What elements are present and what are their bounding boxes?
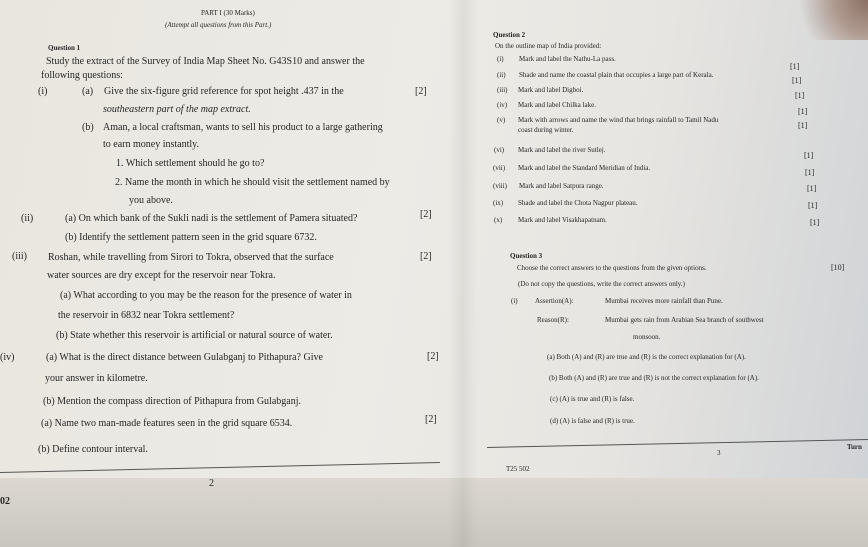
q-i-b-2-line2: you above. [129,195,173,206]
q3-note: (Do not copy the questions, write the correct answers only.) [518,280,685,288]
q-iii-b: (b) State whether this reservoir is artificial or natural source of water. [56,330,333,341]
q2-ix-number: (ix) [493,199,504,207]
reason-text-line1: Mumbai gets rain from Arabian Sea branch of southwest [605,316,764,324]
q-i-mark: [2] [415,86,427,97]
q2-vi-text: Mark and label the river Sutlej. [518,146,606,154]
q-iii-mark: [2] [420,251,432,262]
q2-ii-text: Shade and name the coastal plain that occupies a large part of Kerala. [519,71,714,79]
assertion-label: Assertion(A): [535,297,574,305]
q2-x-number: (x) [494,216,503,224]
q3-heading: Question 3 [510,252,543,260]
q-iv-a-line2: your answer in kilometre. [45,373,148,384]
q-iv-a-line1: (a) What is the direct distance between Gulabganj to Pithapura? Give [46,352,323,363]
q-v-mark: [2] [425,414,437,425]
option-c: (c) (A) is true and (R) is false. [550,395,635,403]
option-a: (a) Both (A) and (R) are true and (R) is the correct explanation for (A). [547,353,746,361]
turn-over: Turn [847,443,862,451]
q-iv-mark: [2] [427,351,439,362]
q2-iii-number: (iii) [497,86,508,94]
q2-vi-number: (vi) [494,146,505,154]
q-i-b-line1: Aman, a local craftsman, wants to sell his product to a large gathering [103,122,383,133]
q2-i-text: Mark and label the Nathu-La pass. [519,55,616,63]
q-iv-number: (iv) [0,352,15,363]
q-i-b-label: (b) [82,122,94,133]
q1-intro-line2: following questions: [41,70,123,81]
q-iv-b: (b) Mention the compass direction of Pithapura from Gulabganj. [43,396,301,407]
left-page-number: 2 [209,478,214,489]
corner-shadow [778,0,868,40]
right-bottom-rule [487,439,868,448]
right-page-number: 3 [717,449,721,457]
q-iii-line2: water sources are dry except for the reservoir near Tokra. [47,270,276,281]
q2-viii-text: Mark and label Satpura range. [519,182,604,190]
q2-iv-text: Mark and label Chilka lake. [518,101,596,109]
q2-ii-number: (ii) [497,71,506,79]
q-v-a: (a) Name two man-made features seen in the grid square 6534. [41,418,293,429]
q2-ix-text: Shade and label the Chota Nagpur plateau. [518,199,638,207]
q2-viii-mark: [1] [807,184,817,193]
q-i-a-line1: Give the six-figure grid reference for spot height .437 in the [104,86,344,97]
q-iii-a-line1: (a) What according to you may be the reason for the presence of water in [60,290,352,301]
q-i-number: (i) [38,86,48,97]
q-iii-a-line2: the reservoir in 6832 near Tokra settlement? [58,310,235,321]
q2-vii-number: (vii) [493,164,506,172]
q-i-b-2-line1: 2. Name the month in which he should visit the settlement named by [115,177,390,188]
q-i-a-line2: southeastern part of the map extract. [103,104,251,115]
q2-iv-number: (iv) [497,101,508,109]
q3-instruction: Choose the correct answers to the questions from the given options. [517,264,707,272]
assertion-text: Mumbai receives more rainfall than Pune. [605,297,723,305]
page-bottom-edge [0,478,868,547]
q2-v-mark: [1] [798,121,808,130]
q2-v-text-line2: coast during winter. [518,126,574,134]
q2-vi-mark: [1] [804,151,814,160]
q-ii-a: (a) On which bank of the Sukli nadi is the settlement of Pamera situated? [65,213,358,224]
q2-vii-mark: [1] [805,168,815,177]
q2-iv-mark: [1] [798,107,808,116]
q2-vii-text: Mark and label the Standard Meridian of India. [518,164,651,172]
edge-page-number: 02 [0,496,10,507]
part-heading: PART I (30 Marks) [201,9,255,17]
q2-heading: Question 2 [493,31,526,39]
q2-v-text: Mark with arrows and name the wind that brings rainfall to Tamil Nadu [518,116,719,124]
q1-intro-line1: Study the extract of the Survey of India Map Sheet No. G43S10 and answer the [46,56,365,67]
option-d: (d) (A) is false and (R) is true. [550,417,635,425]
q2-iii-mark: [1] [795,91,805,100]
q-v-b: (b) Define contour interval. [38,444,148,455]
reason-label: Reason(R): [537,316,569,324]
q2-iii-text: Mark and label Digboi. [518,86,584,94]
q-i-a-label: (a) [82,86,94,97]
q2-i-mark: [1] [790,62,800,71]
q2-viii-number: (viii) [493,182,507,190]
q-ii-number: (ii) [21,213,34,224]
left-bottom-rule [0,462,440,473]
q-iii-line1: Roshan, while travelling from Sirori to Tokra, observed that the surface [48,252,334,263]
q2-x-text: Mark and label Visakhapatnam. [518,216,607,224]
q2-ii-mark: [1] [792,76,802,85]
q2-intro: On the outline map of India provided: [495,42,602,50]
page-fold-shadow [448,0,478,547]
q2-ix-mark: [1] [808,201,818,210]
q1-heading: Question 1 [48,44,81,52]
q-i-b-line2: to earn money instantly. [103,139,199,150]
q2-v-number: (v) [497,116,506,124]
q-i-b-1: 1. Which settlement should he go to? [116,158,265,169]
q3-i-number: (i) [511,297,518,305]
q-ii-b: (b) Identify the settlement pattern seen in the grid square 6732. [65,232,317,243]
q3-mark: [10] [831,263,845,272]
q-iii-number: (iii) [12,251,27,262]
reason-text-line2: monsoon. [633,333,661,341]
option-b: (b) Both (A) and (R) are true and (R) is not the correct explanation for (A). [549,374,759,382]
paper-code: T25 502 [506,465,530,473]
q-ii-mark: [2] [420,209,432,220]
q2-i-number: (i) [497,55,504,63]
part-instruction: (Attempt all questions from this Part.) [165,21,272,29]
q2-x-mark: [1] [810,218,820,227]
